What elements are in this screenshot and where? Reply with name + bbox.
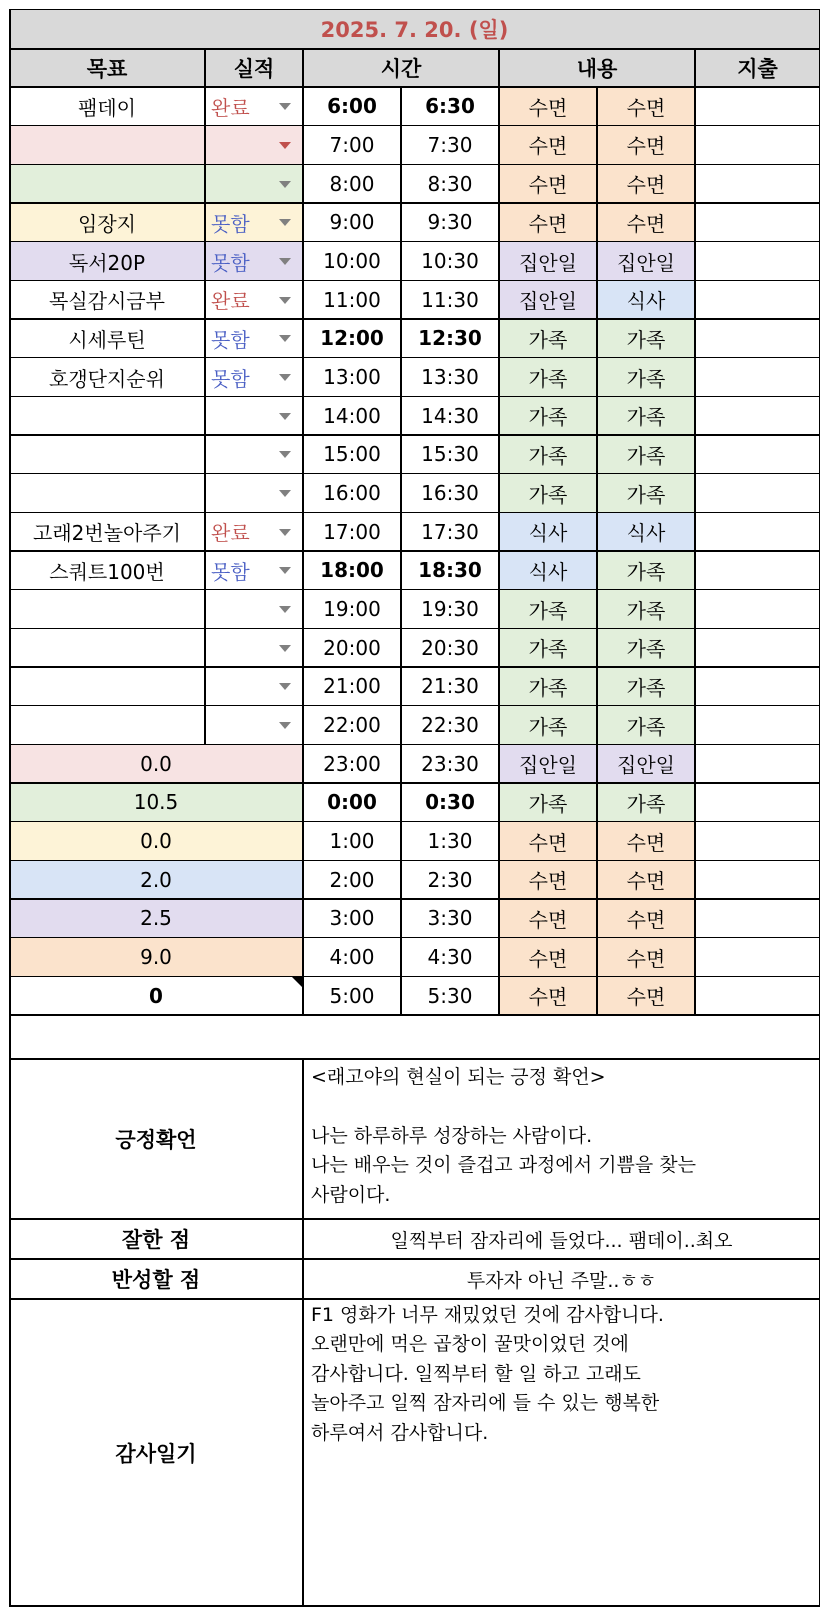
time-start-cell: 19:00 [323, 597, 381, 622]
goal-cell[interactable]: 시세루틴 [9, 319, 205, 358]
activity-cell[interactable]: 수면 [499, 87, 597, 126]
time-end-cell: 7:30 [427, 132, 473, 157]
grid-line [9, 241, 820, 242]
time-start-cell: 23:00 [323, 751, 381, 776]
activity-cell[interactable]: 가족 [499, 667, 597, 706]
grid-line [9, 1014, 820, 1015]
activity-cell[interactable]: 가족 [597, 319, 695, 358]
goal-cell[interactable] [9, 706, 205, 745]
activity-cell[interactable]: 수면 [499, 203, 597, 242]
goal-cell[interactable] [9, 126, 205, 165]
grid-line [9, 589, 820, 590]
header-goal: 목표 [9, 49, 205, 87]
time-end-cell: 5:30 [427, 983, 473, 1008]
goal-cell[interactable] [9, 435, 205, 474]
grid-line [400, 87, 401, 1015]
activity-cell[interactable]: 수면 [597, 822, 695, 861]
goal-cell[interactable]: 팸데이 [9, 87, 205, 126]
activity-cell[interactable]: 수면 [597, 899, 695, 938]
dropdown-arrow-icon[interactable] [279, 567, 291, 574]
time-end-cell: 10:30 [421, 249, 479, 273]
activity-cell[interactable]: 식사 [499, 512, 597, 551]
dropdown-arrow-icon[interactable] [279, 181, 291, 188]
grid-line [819, 9, 821, 1607]
goal-cell[interactable]: 호갱단지순위 [9, 358, 205, 397]
goal-cell[interactable] [9, 164, 205, 203]
time-start-cell: 3:00 [329, 906, 375, 931]
result-status-text: 완료 [211, 521, 250, 546]
time-start-cell: 7:00 [329, 132, 375, 157]
activity-cell[interactable]: 식사 [597, 280, 695, 319]
goal-cell[interactable] [9, 396, 205, 435]
spend-cell[interactable] [695, 783, 820, 822]
time-start-cell: 6:00 [327, 94, 377, 119]
goal-cell[interactable]: 독서20P [9, 242, 205, 281]
activity-cell[interactable]: 식사 [597, 512, 695, 551]
activity-cell[interactable]: 가족 [597, 435, 695, 474]
time-end-cell: 11:30 [421, 287, 479, 312]
activity-cell[interactable]: 집안일 [597, 744, 695, 783]
header-spend: 지출 [695, 49, 820, 87]
goal-cell[interactable]: 목실감시금부 [9, 280, 205, 319]
dropdown-arrow-icon[interactable] [279, 413, 291, 420]
activity-cell[interactable]: 수면 [499, 822, 597, 861]
grid-line [498, 49, 499, 1015]
activity-cell[interactable]: 집안일 [499, 280, 597, 319]
time-end-cell: 17:30 [421, 519, 479, 544]
spend-cell[interactable] [695, 87, 820, 126]
dropdown-arrow-icon[interactable] [279, 335, 291, 342]
gratitude-text[interactable]: F1 영화가 너무 재밌었던 것에 감사합니다. 오랜만에 먹은 곱창이 꿀맛이었던 것에 감사합니다. 일찍부터 할 일 하고 고래도 놀아주고 일찍 잠자리에 들 수 있는 행복한 하루여서 감사합니다. [311, 1304, 664, 1444]
activity-cell[interactable]: 수면 [597, 203, 695, 242]
time-start-cell: 12:00 [320, 326, 384, 351]
dropdown-arrow-icon[interactable] [279, 722, 291, 729]
spend-cell[interactable] [695, 319, 820, 358]
affirmation-label: 긍정확언 [115, 1128, 197, 1152]
result-status-text: 완료 [211, 95, 250, 120]
activity-cell[interactable]: 가족 [597, 358, 695, 397]
header-result: 실적 [205, 49, 303, 87]
result-status-text: 못함 [211, 559, 250, 584]
grid-line [9, 1258, 820, 1260]
dropdown-arrow-icon[interactable] [279, 606, 291, 613]
result-status-text: 못함 [211, 327, 250, 352]
spend-cell[interactable] [695, 280, 820, 319]
time-end-cell: 4:30 [427, 945, 473, 970]
time-start-cell: 5:00 [329, 983, 375, 1008]
grid-line [9, 860, 820, 861]
time-end-cell: 21:30 [421, 674, 479, 699]
grid-line [302, 49, 303, 1015]
header-time: 시간 [303, 49, 499, 87]
time-start-cell: 21:00 [323, 674, 381, 699]
time-end-cell: 18:30 [418, 558, 482, 583]
activity-cell[interactable]: 가족 [597, 590, 695, 629]
category-total-cell: 9.0 [9, 938, 303, 977]
grid-line [9, 164, 820, 165]
grid-line [9, 705, 820, 706]
grid-line [9, 86, 820, 88]
grid-line [9, 1298, 820, 1300]
activity-cell[interactable]: 수면 [597, 164, 695, 203]
time-end-cell: 15:30 [421, 442, 479, 467]
activity-cell[interactable]: 가족 [499, 628, 597, 667]
spend-cell[interactable] [695, 474, 820, 513]
time-start-cell: 13:00 [323, 365, 381, 390]
spend-cell[interactable] [695, 396, 820, 435]
spend-cell[interactable] [695, 242, 820, 281]
activity-cell[interactable]: 집안일 [499, 744, 597, 783]
activity-cell[interactable]: 수면 [499, 899, 597, 938]
activity-cell[interactable]: 가족 [499, 358, 597, 397]
spend-cell[interactable] [695, 512, 820, 551]
dropdown-arrow-icon[interactable] [279, 219, 291, 226]
time-end-cell: 9:30 [427, 210, 473, 235]
time-end-cell: 20:30 [421, 635, 479, 660]
dropdown-arrow-icon[interactable] [279, 258, 291, 265]
spend-cell[interactable] [695, 435, 820, 474]
spend-cell[interactable] [695, 822, 820, 861]
activity-cell[interactable]: 가족 [499, 474, 597, 513]
activity-cell[interactable]: 가족 [597, 396, 695, 435]
grid-line [9, 821, 820, 822]
time-end-cell: 1:30 [427, 829, 473, 854]
grid-line [9, 280, 820, 281]
time-start-cell: 10:00 [323, 249, 381, 273]
activity-cell[interactable]: 가족 [499, 783, 597, 822]
activity-cell[interactable]: 집안일 [597, 242, 695, 281]
time-start-cell: 1:00 [329, 829, 375, 854]
grid-line [9, 550, 820, 551]
spend-cell[interactable] [695, 126, 820, 165]
activity-cell[interactable]: 가족 [499, 319, 597, 358]
grid-line [694, 49, 695, 1015]
activity-cell[interactable]: 수면 [597, 87, 695, 126]
activity-cell[interactable]: 가족 [597, 628, 695, 667]
dropdown-arrow-icon[interactable] [279, 297, 291, 304]
category-total-cell: 0 [9, 976, 303, 1015]
good-points-text[interactable]: 일찍부터 잠자리에 들었다... 팸데이..최오 [390, 1229, 733, 1252]
time-end-cell: 12:30 [418, 326, 482, 351]
time-start-cell: 4:00 [329, 945, 375, 970]
activity-cell[interactable]: 수면 [597, 126, 695, 165]
category-total-cell: 2.5 [9, 899, 303, 938]
activity-cell[interactable]: 가족 [597, 667, 695, 706]
spend-cell[interactable] [695, 706, 820, 745]
dropdown-arrow-icon[interactable] [279, 529, 291, 536]
dropdown-arrow-icon[interactable] [279, 451, 291, 458]
spend-cell[interactable] [695, 938, 820, 977]
header-content: 내용 [499, 49, 695, 87]
affirmation-text[interactable]: <래고야의 현실이 되는 긍정 확언> 나는 하루하루 성장하는 사람이다. 나는 배우는 것이 즐겁고 과정에서 기쁨을 찾는 사람이다. [311, 1066, 696, 1206]
grid-line [9, 628, 820, 629]
grid-line [9, 1605, 820, 1607]
category-total-cell: 10.5 [9, 783, 303, 822]
daily-planner-sheet [9, 9, 820, 1607]
time-end-cell: 3:30 [427, 906, 473, 931]
time-end-cell: 19:30 [421, 597, 479, 622]
grid-line [9, 48, 820, 50]
result-status-text: 못함 [211, 366, 250, 391]
time-end-cell: 6:30 [425, 94, 475, 119]
gratitude-label: 감사일기 [115, 1442, 197, 1466]
spend-cell[interactable] [695, 976, 820, 1015]
goal-cell[interactable] [9, 590, 205, 629]
category-total-cell: 2.0 [9, 860, 303, 899]
grid-line [9, 473, 820, 474]
activity-cell[interactable]: 수면 [499, 976, 597, 1015]
grid-line [9, 782, 820, 783]
grid-line [9, 396, 820, 397]
spend-cell[interactable] [695, 164, 820, 203]
goal-cell[interactable] [9, 667, 205, 706]
good-points-label: 잘한 점 [121, 1228, 191, 1252]
activity-cell[interactable]: 수면 [499, 126, 597, 165]
activity-cell[interactable]: 수면 [499, 938, 597, 977]
activity-cell[interactable]: 수면 [597, 938, 695, 977]
time-end-cell: 14:30 [421, 403, 479, 428]
spend-cell[interactable] [695, 203, 820, 242]
grid-line [9, 434, 820, 435]
grid-line [9, 512, 820, 513]
activity-cell[interactable]: 가족 [499, 435, 597, 474]
time-start-cell: 11:00 [323, 287, 381, 312]
time-start-cell: 0:00 [327, 790, 377, 815]
goal-cell[interactable]: 고래2번놀아주기 [9, 512, 205, 551]
grid-line [9, 125, 820, 126]
activity-cell[interactable]: 가족 [499, 590, 597, 629]
spend-cell[interactable] [695, 590, 820, 629]
activity-cell[interactable]: 가족 [597, 706, 695, 745]
reflection-text[interactable]: 투자자 아닌 주말..ㅎㅎ [466, 1269, 657, 1292]
time-start-cell: 2:00 [329, 867, 375, 892]
time-end-cell: 2:30 [427, 867, 473, 892]
time-start-cell: 14:00 [323, 403, 381, 428]
goal-cell[interactable] [9, 474, 205, 513]
time-end-cell: 16:30 [421, 481, 479, 506]
time-end-cell: 8:30 [427, 171, 473, 196]
spend-cell[interactable] [695, 358, 820, 397]
time-start-cell: 15:00 [323, 442, 381, 467]
activity-cell[interactable]: 수면 [499, 860, 597, 899]
grid-line [9, 976, 820, 977]
result-status-text: 못함 [211, 250, 250, 275]
date-title: 2025. 7. 20. (일) [9, 9, 820, 49]
grid-line [9, 357, 820, 358]
dropdown-arrow-icon[interactable] [279, 142, 291, 149]
activity-cell[interactable]: 가족 [597, 474, 695, 513]
time-end-cell: 13:30 [421, 365, 479, 390]
result-status-text: 못함 [211, 211, 250, 236]
activity-cell[interactable]: 가족 [597, 783, 695, 822]
time-start-cell: 17:00 [323, 519, 381, 544]
spend-cell[interactable] [695, 860, 820, 899]
grid-line [9, 666, 820, 667]
category-total-cell: 0.0 [9, 744, 303, 783]
activity-cell[interactable]: 가족 [597, 551, 695, 590]
grid-line [9, 202, 820, 203]
grid-line [9, 9, 820, 11]
activity-cell[interactable]: 수면 [597, 860, 695, 899]
time-start-cell: 16:00 [323, 481, 381, 506]
activity-cell[interactable]: 식사 [499, 551, 597, 590]
dropdown-arrow-icon[interactable] [279, 645, 291, 652]
grid-line [302, 1059, 303, 1607]
time-start-cell: 9:00 [329, 210, 375, 235]
time-start-cell: 18:00 [320, 558, 384, 583]
grid-line [204, 49, 205, 744]
goal-cell[interactable]: 임장지 [9, 203, 205, 242]
goal-cell[interactable] [9, 628, 205, 667]
dropdown-arrow-icon[interactable] [279, 103, 291, 110]
spacer-row[interactable] [9, 1019, 820, 1059]
activity-cell[interactable]: 가족 [499, 396, 597, 435]
dropdown-arrow-icon[interactable] [279, 683, 291, 690]
dropdown-arrow-icon[interactable] [279, 490, 291, 497]
time-end-cell: 0:30 [425, 790, 475, 815]
spend-cell[interactable] [695, 551, 820, 590]
grid-line [596, 87, 597, 1015]
grid-line [9, 1058, 820, 1060]
spend-cell[interactable] [695, 667, 820, 706]
spend-cell[interactable] [695, 899, 820, 938]
spend-cell[interactable] [695, 628, 820, 667]
goal-cell[interactable]: 스쿼트100번 [9, 551, 205, 590]
grid-line [9, 937, 820, 938]
grid-line [9, 1218, 820, 1220]
activity-cell[interactable]: 수면 [597, 976, 695, 1015]
result-status-text: 완료 [211, 289, 250, 314]
dropdown-arrow-icon[interactable] [279, 374, 291, 381]
time-start-cell: 20:00 [323, 635, 381, 660]
time-start-cell: 8:00 [329, 171, 375, 196]
grid-line [9, 898, 820, 899]
activity-cell[interactable]: 집안일 [499, 242, 597, 281]
grid-line [9, 744, 820, 745]
reflection-label: 반성할 점 [111, 1268, 201, 1292]
comment-indicator-icon [292, 977, 303, 988]
time-end-cell: 22:30 [421, 713, 479, 738]
activity-cell[interactable]: 가족 [499, 706, 597, 745]
category-total-cell: 0.0 [9, 822, 303, 861]
grid-line [9, 318, 820, 319]
activity-cell[interactable]: 수면 [499, 164, 597, 203]
spend-cell[interactable] [695, 744, 820, 783]
time-start-cell: 22:00 [323, 713, 381, 738]
grid-line [9, 9, 11, 1607]
time-end-cell: 23:30 [421, 751, 479, 776]
